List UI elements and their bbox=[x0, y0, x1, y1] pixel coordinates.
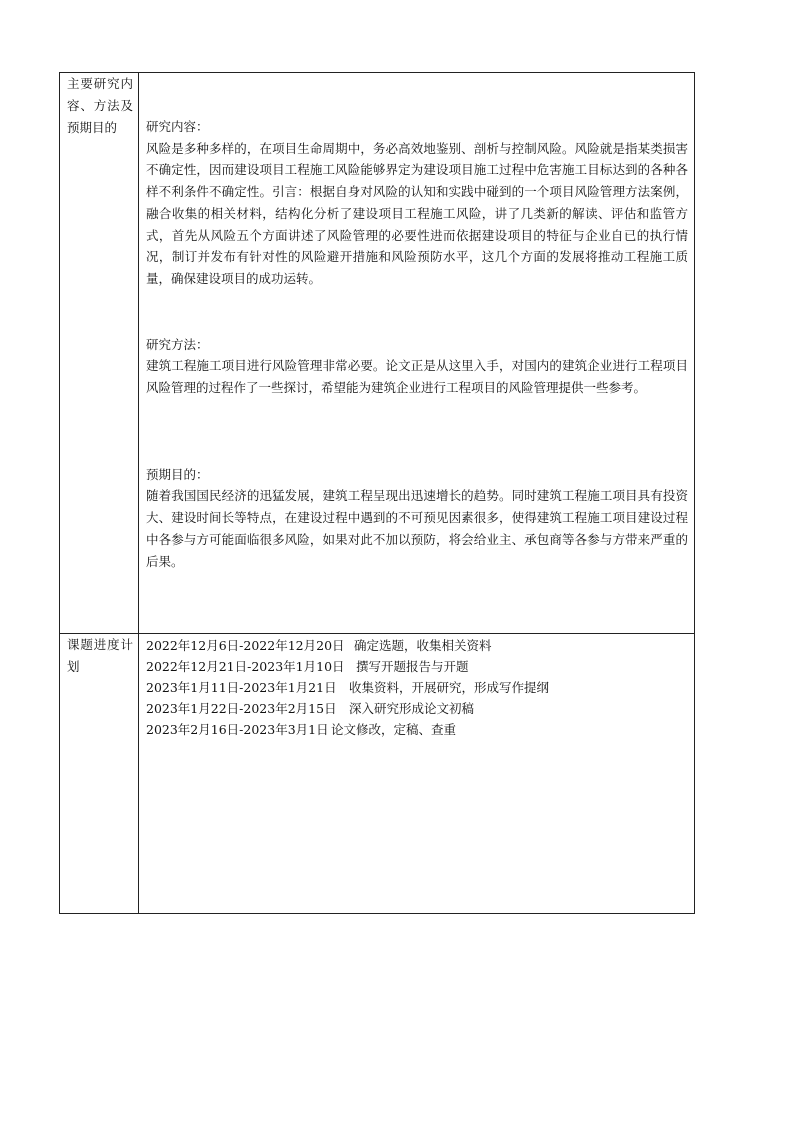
plan-item-date: 2023年1月11日-2023年1月21日 bbox=[146, 680, 337, 695]
research-label-cell bbox=[60, 73, 139, 634]
plan-label: 课题进度计划 bbox=[67, 637, 133, 674]
plan-item-task: 收集资料，开展研究，形成写作提纲 bbox=[349, 680, 550, 695]
plan-list bbox=[139, 634, 694, 740]
plan-item-task: 论文修改，定稿、查重 bbox=[331, 722, 457, 737]
method-heading: 研究方法： bbox=[146, 336, 209, 352]
plan-item bbox=[146, 656, 688, 677]
plan-row bbox=[60, 634, 695, 914]
plan-label-cell bbox=[60, 634, 139, 914]
goal-heading: 预期目的： bbox=[146, 466, 209, 482]
research-label: 主要研究内容、方法及预期目的 bbox=[67, 76, 133, 135]
research-content-cell bbox=[139, 73, 695, 634]
plan-item bbox=[146, 677, 688, 698]
method-text: 建筑工程施工项目进行风险管理非常必要。论文正是从这里入手，对国内的建筑企业进行工程项目风险管理的过程作了一些探讨，希望能为建筑企业进行工程项目的风险管理提供一些参考。 bbox=[146, 358, 688, 396]
plan-item-date: 2022年12月21日-2023年1月10日 bbox=[146, 659, 345, 674]
plan-item-date: 2022年12月6日-2022年12月20日 bbox=[146, 638, 345, 653]
plan-content-cell bbox=[139, 634, 695, 914]
plan-item-date: 2023年2月16日-2023年3月1日 bbox=[146, 722, 329, 737]
research-row bbox=[60, 73, 695, 634]
plan-item bbox=[146, 698, 688, 719]
plan-item-task: 深入研究形成论文初稿 bbox=[349, 701, 475, 716]
content-heading: 研究内容： bbox=[146, 119, 209, 134]
plan-item-date: 2023年1月22日-2023年2月15日 bbox=[146, 701, 337, 716]
plan-item bbox=[146, 719, 688, 740]
proposal-form-table bbox=[59, 72, 695, 914]
plan-item-task: 确定选题，收集相关资料 bbox=[354, 638, 492, 653]
plan-item bbox=[146, 635, 688, 656]
content-text: 风险是多种多样的，在项目生命周期中，务必高效地鉴别、剖析与控制风险。风险就是指某类损害不确定性，因而建设项目工程施工风险能够界定为建设项目施工过程中危害施工目标达到的各种各样不利条件不确定性。引言：根据自身对风险的认知和实践中碰到的一个项目风险管理方法案例，融合收集的相关材料，结构化分析了建设项目工程施工风险，讲了几类新的解读、评估和监管方式，首先从风险五个方面讲述了风险管理的必要性进而依据建设项目的特征与企业自已的执行情况，制订并发布有针对性的风险避开措施和风险预防水平，这几个方面的发展将推动工程施工质量，确保建设项目的成功运转。 bbox=[146, 140, 688, 286]
plan-item-task: 撰写开题报告与开题 bbox=[356, 659, 469, 674]
goal-text: 随着我国国民经济的迅猛发展，建筑工程呈现出迅速增长的趋势。同时建筑工程施工项目具有投资大、建设时间长等特点，在建设过程中遇到的不可预见因素很多，使得建筑工程施工项目建设过程中各参与方可能面临很多风险，如果对此不加以预防，将会给业主、承包商等各参与方带来严重的后果。 bbox=[146, 488, 688, 569]
